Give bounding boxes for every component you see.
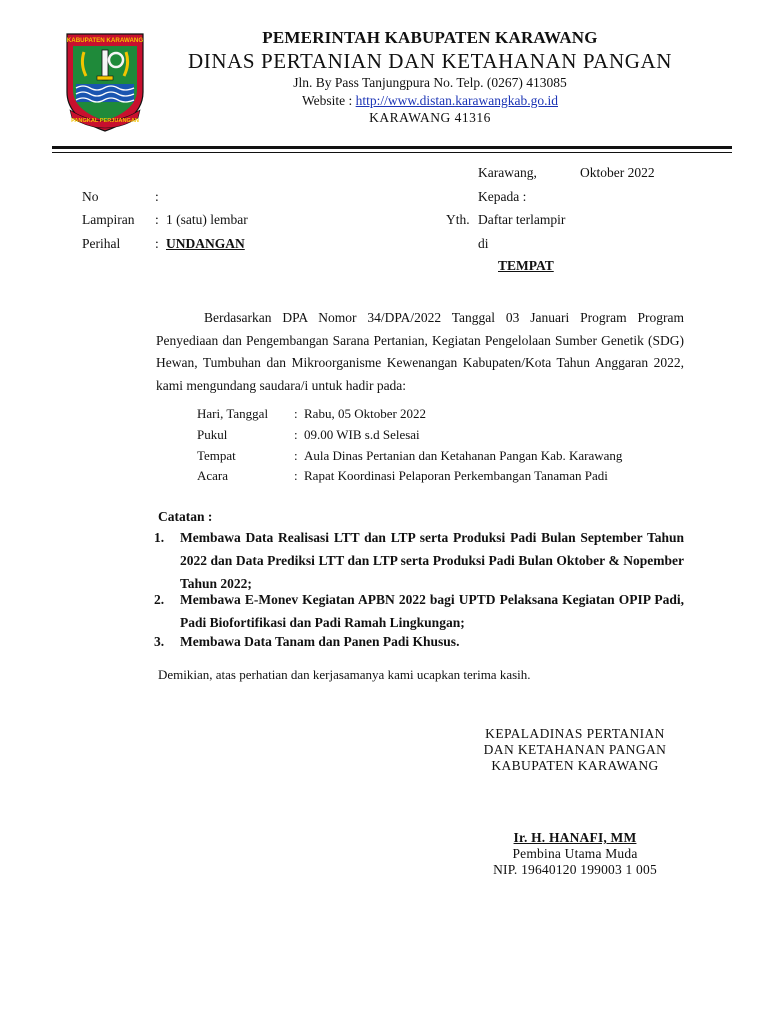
meta-perihal-value: UNDANGAN — [166, 236, 245, 251]
note-2-number: 2. — [154, 592, 165, 607]
recipient-di: di — [478, 236, 489, 251]
signature-title-3: KABUPATEN KARAWANG — [491, 758, 659, 773]
detail-hari-colon: : — [294, 406, 298, 421]
detail-pukul-colon: : — [294, 427, 298, 442]
note-3-number: 3. — [154, 634, 165, 649]
recipient-yth: Yth. — [446, 212, 470, 227]
meta-lampiran-colon: : — [155, 212, 159, 227]
detail-hari-value: Rabu, 05 Oktober 2022 — [304, 406, 427, 421]
regency-logo — [64, 30, 146, 134]
note-3-text: Membawa Data Tanam dan Panen Padi Khusus. — [180, 634, 460, 649]
detail-pukul-label: Pukul — [197, 427, 228, 442]
detail-hari-label: Hari, Tanggal — [197, 406, 269, 421]
recipient-tempat: TEMPAT — [498, 258, 554, 273]
meta-perihal-label: Perihal — [82, 236, 121, 251]
detail-acara-colon: : — [294, 468, 298, 483]
header-city: KARAWANG 41316 — [369, 110, 491, 125]
header-agency: DINAS PERTANIAN DAN KETAHANAN PANGAN — [187, 49, 673, 73]
note-1-text: Membawa Data Realisasi LTT dan LTP serta Produksi Padi Bulan September Tahun 2022 dan Data Prediksi LTT dan LTP serta Produksi Padi Bulan Oktober & Nopember Tahun 2022; — [180, 530, 684, 591]
note-1-number: 1. — [154, 530, 165, 545]
detail-tempat-colon: : — [294, 448, 298, 463]
header-divider-thin — [52, 152, 732, 153]
signatory-name: Ir. H. HANAFI, MM — [513, 830, 637, 845]
signatory-rank: Pembina Utama Muda — [512, 846, 638, 861]
detail-tempat-label: Tempat — [197, 448, 236, 463]
meta-no-colon: : — [155, 189, 159, 204]
website-label: Website : — [302, 93, 353, 108]
header-government: PEMERINTAH KABUPATEN KARAWANG — [262, 28, 598, 47]
date-place: Karawang, — [478, 165, 537, 180]
signatory-nip: NIP. 19640120 199003 1 005 — [493, 862, 657, 877]
header-divider — [52, 146, 732, 149]
meta-perihal-colon: : — [155, 236, 159, 251]
detail-pukul-value: 09.00 WIB s.d Selesai — [304, 427, 420, 442]
catatan-title: Catatan : — [158, 509, 213, 524]
detail-tempat-value: Aula Dinas Pertanian dan Ketahanan Pangan Kab. Karawang — [304, 448, 623, 463]
recipient-kepada: Kepada : — [478, 189, 527, 204]
logo-top-text: KABUPATEN KARAWANG — [66, 37, 144, 44]
header-website — [170, 93, 690, 109]
signature-title-1: KEPALADINAS PERTANIAN — [485, 726, 665, 741]
date-month-year: Oktober 2022 — [580, 165, 655, 180]
body-paragraph: Berdasarkan DPA Nomor 34/DPA/2022 Tanggal 03 Januari Program Program Penyediaan dan Pengembangan Sarana Pertanian, Kegiatan Pengelolaan Sumber Genetik (SDG) Hewan, Tumbuhan dan Mikroorganisme Kewenangan Kabupaten/Kota Tahun Anggaran 2022, kami mengundang saudara/i untuk hadir pada: — [156, 310, 684, 393]
header-address: Jln. By Pass Tanjungpura No. Telp. (0267) 413085 — [293, 75, 567, 90]
website-link[interactable]: http://www.distan.karawangkab.go.id — [355, 93, 558, 108]
logo-bottom-text: PANGKAL PERJUANGAN — [71, 118, 139, 124]
meta-lampiran-label: Lampiran — [82, 212, 135, 227]
detail-acara-value: Rapat Koordinasi Pelaporan Perkembangan Tanaman Padi — [304, 468, 608, 483]
detail-acara-label: Acara — [197, 468, 229, 483]
signature-title-2: DAN KETAHANAN PANGAN — [483, 742, 667, 757]
note-2-text: Membawa E-Monev Kegiatan APBN 2022 bagi UPTD Pelaksana Kegiatan OPIP Padi, Padi Biofortifikasi dan Padi Ramah Lingkungan; — [180, 592, 684, 630]
meta-no-label: No — [82, 189, 99, 204]
meta-lampiran-value: 1 (satu) lembar — [166, 212, 248, 227]
closing-sentence: Demikian, atas perhatian dan kerjasamanya kami ucapkan terima kasih. — [158, 667, 531, 682]
recipient-daftar: Daftar terlampir — [478, 212, 566, 227]
